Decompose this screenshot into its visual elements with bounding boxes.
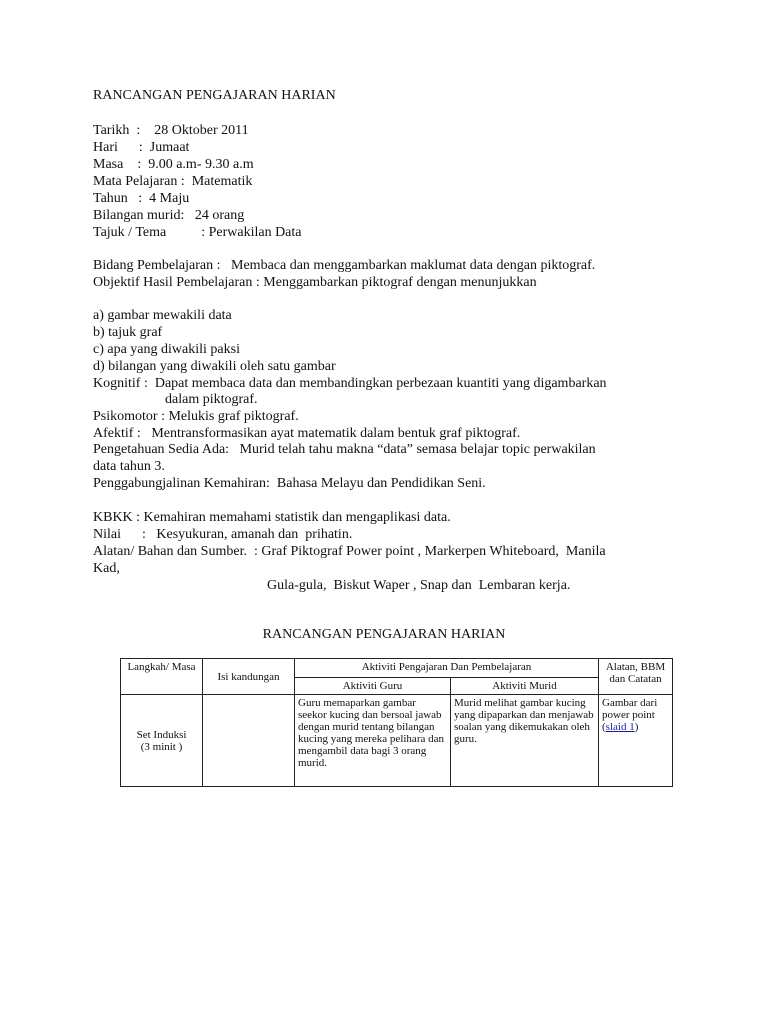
row-murid: Murid melihat gambar kucing yang dipaparkan dan menjawab soalan yang dikemukakan oleh guru.	[451, 695, 599, 787]
affective-line: Afektif : Mentransformasikan ayat matematik dalam bentuk graf piktograf.	[93, 426, 521, 441]
student-count-line: Bilangan murid: 24 orang	[93, 208, 245, 223]
list-item-a: a) gambar mewakili data	[93, 308, 232, 323]
header-aktiviti-murid: Aktiviti Murid	[451, 678, 599, 695]
row-alatan: Gambar dari power point	[602, 697, 658, 721]
materials-line: Alatan/ Bahan dan Sumber. : Graf Piktograf Power point , Markerpen Whiteboard, Manila	[93, 544, 606, 559]
subject-line: Mata Pelajaran : Matematik	[93, 174, 253, 189]
table-header-row	[121, 659, 673, 678]
row-langkah-cell	[121, 695, 203, 787]
header-langkah: Langkah/ Masa	[121, 659, 203, 695]
row-langkah: Set Induksi	[136, 728, 187, 741]
row-masa: (3 minit )	[140, 740, 183, 753]
slide-link[interactable]: slaid 1	[605, 721, 635, 733]
header-isi: Isi kandungan	[203, 659, 295, 695]
page-title: RANCANGAN PENGAJARAN HARIAN	[93, 88, 336, 103]
cognitive-line-cont: dalam piktograf.	[165, 392, 258, 407]
header-aktiviti: Aktiviti Pengajaran Dan Pembelajaran	[295, 659, 599, 678]
day-line: Hari : Jumaat	[93, 140, 190, 155]
cognitive-line: Kognitif : Dapat membaca data dan membandingkan perbezaan kuantiti yang digambarkan	[93, 376, 607, 391]
psychomotor-line: Psikomotor : Melukis graf piktograf.	[93, 409, 299, 424]
table-row	[121, 695, 673, 787]
learning-outcome-line: Objektif Hasil Pembelajaran : Menggambarkan piktograf dengan menunjukkan	[93, 275, 537, 290]
table-title: RANCANGAN PENGAJARAN HARIAN	[262, 627, 506, 642]
row-guru: Guru memaparkan gambar seekor kucing dan bersoal jawab dengan murid tentang bilangan kucing yang mereka pelihara dan mengambil data bagi 3 orang murid.	[295, 695, 451, 787]
year-line: Tahun : 4 Maju	[93, 191, 190, 206]
values-line: Nilai : Kesyukuran, amanah dan prihatin.	[93, 527, 353, 542]
prior-knowledge-line: Pengetahuan Sedia Ada: Murid telah tahu makna “data” semasa belajar topic perwakilan	[93, 442, 596, 457]
prior-knowledge-line-cont: data tahun 3.	[93, 459, 165, 474]
list-item-b: b) tajuk graf	[93, 325, 163, 340]
list-item-d: d) bilangan yang diwakili oleh satu gambar	[93, 359, 336, 374]
row-alatan-cell	[599, 695, 673, 787]
row-alatan-link-wrap: (slaid 1)	[602, 721, 639, 733]
time-line: Masa : 9.00 a.m- 9.30 a.m	[93, 157, 254, 172]
date-line: Tarikh : 28 Oktober 2011	[93, 123, 249, 138]
header-aktiviti-guru: Aktiviti Guru	[295, 678, 451, 695]
learning-area-line: Bidang Pembelajaran : Membaca dan menggambarkan maklumat data dengan piktograf.	[93, 258, 596, 273]
list-item-c: c) apa yang diwakili paksi	[93, 342, 240, 357]
materials-line-cont2: Gula-gula, Biskut Waper , Snap dan Lembaran kerja.	[267, 578, 571, 593]
topic-line: Tajuk / Tema : Perwakilan Data	[93, 225, 302, 240]
row-isi	[203, 695, 295, 787]
skills-integration-line: Penggabungjalinan Kemahiran: Bahasa Melayu dan Pendidikan Seni.	[93, 476, 486, 491]
lesson-table	[120, 658, 673, 787]
header-alatan: Alatan, BBM dan Catatan	[599, 659, 673, 695]
materials-line-cont: Kad,	[93, 561, 120, 576]
kbkk-line: KBKK : Kemahiran memahami statistik dan mengaplikasi data.	[93, 510, 451, 525]
